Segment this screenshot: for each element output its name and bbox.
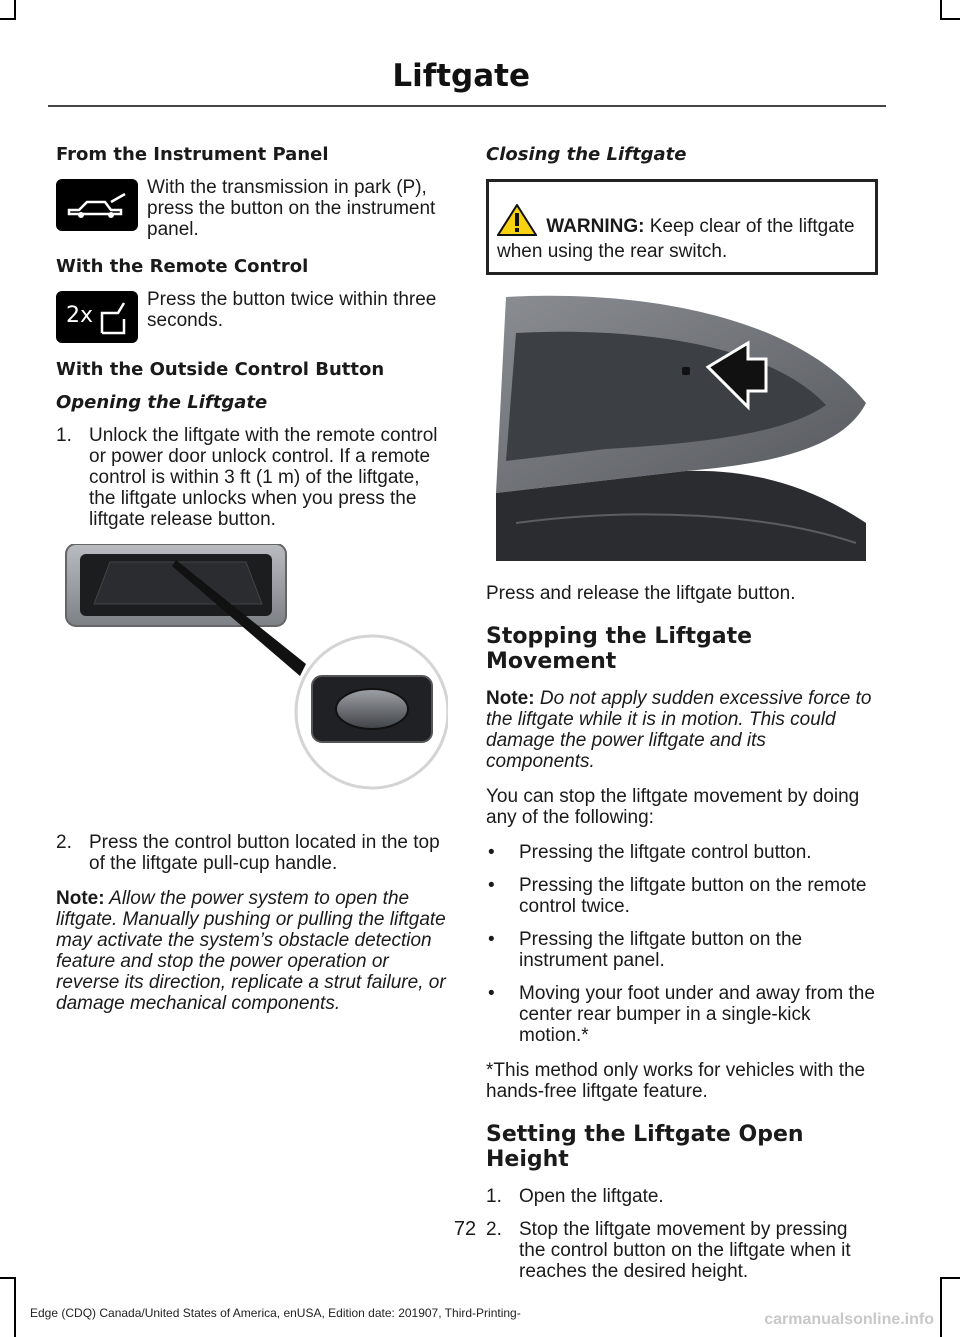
list-item: • Pressing the liftgate control button.: [486, 842, 878, 863]
outside-control-heading: With the Outside Control Button: [56, 359, 385, 380]
step-number: 1.: [56, 425, 72, 446]
crop-mark: [940, 18, 960, 20]
note-text: Allow the power system to open the liftgate. Manually pushing or pulling the liftgate may activate the system’s obstacle detection feature and stop the power operation or reverse its direction, replicate a strut failure, or damage mechanical components.: [56, 888, 446, 1014]
stop-intro-text: You can stop the liftgate movement by doing any of the following:: [486, 786, 860, 828]
stopping-movement-heading: Stopping the Liftgate Movement: [486, 624, 753, 674]
warning-text: Keep clear of the liftgate when using the rear switch.: [497, 216, 855, 262]
page-number: 72: [453, 1218, 477, 1240]
crop-mark: [14, 0, 16, 18]
list-item: • Moving your foot under and away from the center rear bumper in a single-kick motion.*: [486, 983, 878, 1046]
footnote-text: *This method only works for vehicles with the hands-free liftgate feature.: [486, 1060, 866, 1102]
remote-control-row: [56, 289, 448, 343]
remote-liftgate-2x-icon: [56, 291, 138, 343]
step-number: 2.: [56, 832, 72, 853]
list-item: • Pressing the liftgate button on the instrument panel.: [486, 929, 878, 971]
step-text: Stop the liftgate movement by pressing the control button on the liftgate when it reaches the desired height.: [519, 1219, 851, 1282]
instrument-panel-heading: From the Instrument Panel: [56, 144, 329, 165]
crop-mark: [940, 1277, 960, 1279]
list-item: [56, 425, 448, 530]
remote-icon-label: 2x: [66, 303, 94, 328]
pull-cup-handle-illustration: [56, 544, 448, 814]
liftgate-rear-switch-illustration: [486, 293, 878, 561]
instrument-panel-text: With the transmission in park (P), press the button on the instrument panel.: [147, 177, 436, 240]
footer-text: Edge (CDQ) Canada/United States of America, enUSA, Edition date: 201907, Third-Printing-: [30, 1306, 521, 1320]
remote-control-text: Press the button twice within three seconds.: [147, 289, 437, 331]
list-item: [486, 1186, 878, 1207]
step-text: Unlock the liftgate with the remote control or power door unlock control. If a remote control is within 3 ft (1 m) of the liftgate, the liftgate unlocks when you press the liftgate release button.: [89, 425, 438, 530]
opening-note: [56, 888, 448, 1014]
crop-mark: [14, 1277, 16, 1337]
crop-mark: [940, 0, 942, 18]
header-rule: [48, 105, 886, 107]
warning-box: [486, 179, 878, 275]
warning-label: WARNING:: [546, 216, 645, 237]
instrument-panel-row: [56, 177, 448, 240]
crop-mark: [0, 18, 16, 20]
page-title: Liftgate: [392, 58, 530, 94]
note-text: Do not apply sudden excessive force to the liftgate while it is in motion. This could damage the power liftgate and its components.: [486, 688, 872, 772]
step-text: Open the liftgate.: [519, 1186, 664, 1207]
opening-steps: [56, 425, 448, 530]
step-text: Press the control button located in the top of the liftgate pull-cup handle.: [89, 832, 440, 874]
remote-control-heading: With the Remote Control: [56, 256, 309, 277]
crop-mark: [940, 1277, 942, 1337]
press-release-text: Press and release the liftgate button.: [486, 583, 796, 604]
stopping-note: [486, 688, 878, 772]
step-number: 2.: [486, 1219, 502, 1240]
opening-liftgate-heading: Opening the Liftgate: [56, 392, 268, 413]
watermark: carmanualsonline.info: [764, 1311, 934, 1328]
right-column: [486, 144, 878, 1296]
opening-steps-continued: [56, 832, 448, 874]
liftgate-icon: [56, 179, 138, 231]
step-number: 1.: [486, 1186, 502, 1207]
list-item: • Pressing the liftgate button on the remote control twice.: [486, 875, 878, 917]
stop-methods-list: [486, 842, 878, 1046]
closing-liftgate-heading: Closing the Liftgate: [486, 144, 687, 165]
note-label: Note:: [486, 688, 535, 709]
open-height-heading: Setting the Liftgate Open Height: [486, 1122, 804, 1172]
warning-icon: [497, 204, 537, 241]
note-label: Note:: [56, 888, 105, 909]
list-item: [56, 832, 448, 874]
left-column: [56, 144, 448, 1028]
crop-mark: [0, 1277, 16, 1279]
